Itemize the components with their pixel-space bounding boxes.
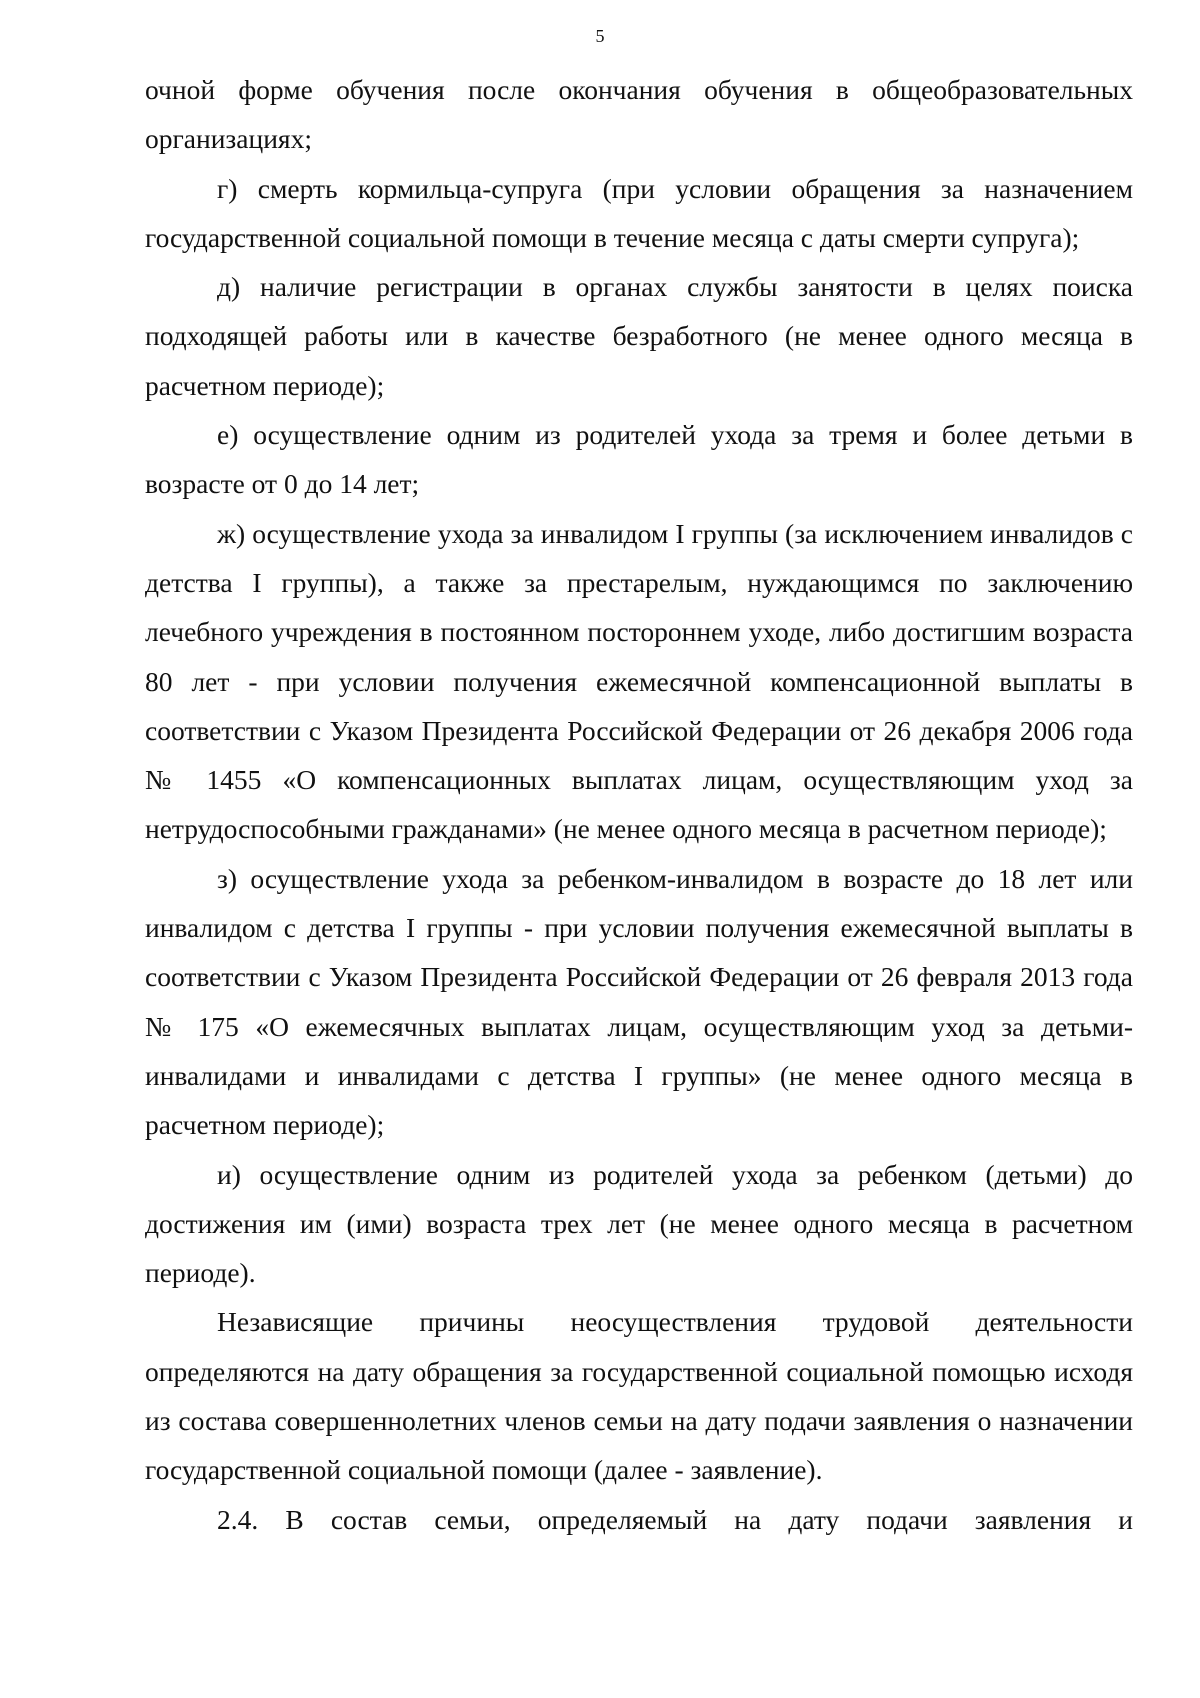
paragraph-independent-reasons: Независящие причины неосуществления трудовой деятельности определяются на дату обращения за государственной социальной помощью исходя из состава совершеннолетних членов семьи на дату подачи заявления о назначении государственной социальной помощи (далее - заявление). (145, 1306, 1133, 1486)
paragraph-item-zh: ж) осуществление ухода за инвалидом I группы (за исключением инвалидов с детства I группы), а также за престарелым, нуждающимся по заключению лечебного учреждения в постоянном постороннем уходе, либо достигшим возраста 80 лет - при условии получения ежемесячной компенсационной выплаты в соответствии с Указом Президента Российской Федерации от 26 декабря 2006 года № 1455 «О компенсационных выплатах лицам, осуществляющим уход за нетрудоспособными гражданами» (не менее одного месяца в расчетном периоде); (145, 517, 1133, 845)
paragraph-item-e: е) осуществление одним из родителей ухода за тремя и более детьми в возрасте от 0 до 14 лет; (145, 419, 1133, 500)
document-body (145, 65, 1133, 1544)
paragraph-section-2-4: 2.4. В состав семьи, определяемый на дату подачи заявления и (217, 1503, 1133, 1535)
paragraph-item-i: и) осуществление одним из родителей ухода за ребенком (детьми) до достижения им (ими) возраста трех лет (не менее одного месяца в расчетном периоде). (145, 1158, 1133, 1289)
paragraph-continuation: очной форме обучения после окончания обучения в общеобразовательных организациях; (145, 74, 1133, 155)
paragraph-item-z: з) осуществление ухода за ребенком-инвалидом в возрасте до 18 лет или инвалидом с детства I группы - при условии получения ежемесячной выплаты в соответствии с Указом Президента Российской Федерации от 26 февраля 2013 года № 175 «О ежемесячных выплатах лицам, осуществляющим уход за детьми-инвалидами и инвалидами с детства I группы» (не менее одного месяца в расчетном периоде); (145, 862, 1133, 1141)
page-number: 5 (595, 26, 605, 46)
paragraph-item-g: г) смерть кормильца-супруга (при условии обращения за назначением государственной социальной помощи в течение месяца с даты смерти супруга); (145, 172, 1133, 253)
paragraph-item-d: д) наличие регистрации в органах службы занятости в целях поиска подходящей работы или в качестве безработного (не менее одного месяца в расчетном периоде); (145, 271, 1133, 401)
